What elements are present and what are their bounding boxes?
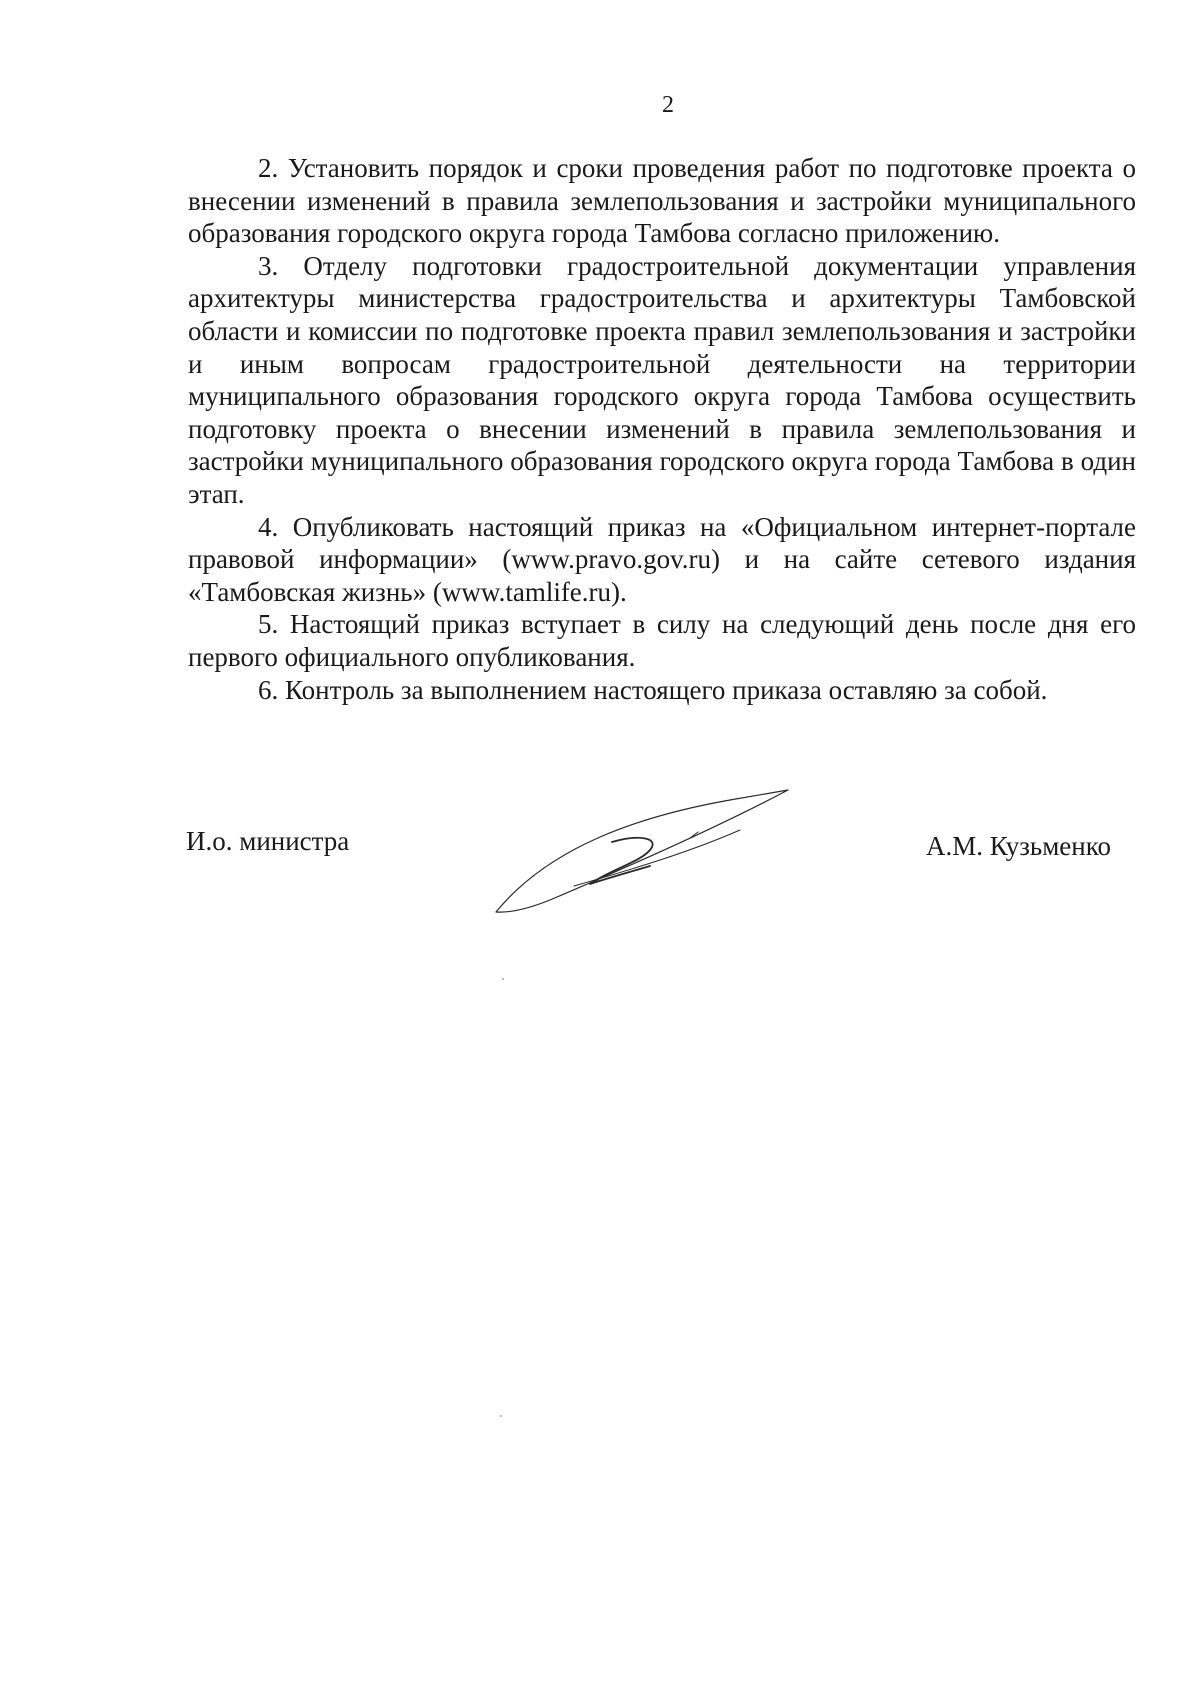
signatory-role: И.о. министра — [186, 826, 350, 856]
document-body — [188, 152, 1136, 706]
paragraph-item-6: 6. Контроль за выполнением настоящего приказа оставляю за собой. — [258, 674, 1048, 705]
handwritten-signature — [490, 786, 800, 916]
paragraph-item-4: 4. Опубликовать настоящий приказ на «Официальном интернет-портале правовой информации» (www.pravo.gov.ru) и на сайте сетевого издания «Тамбовская жизнь» (www.tamlife.ru). — [188, 511, 1136, 607]
signature-stroke-loop — [590, 838, 653, 884]
scan-speck — [500, 1415, 502, 1417]
signature-stroke-outer — [496, 790, 788, 912]
paragraph-item-5: 5. Настоящий приказ вступает в силу на следующий день после дня его первого официального опубликования. — [188, 609, 1136, 672]
scan-speck — [502, 978, 504, 980]
paragraph-item-3: 3. Отделу подготовки градостроительной документации управления архитектуры министерства градостроительства и архитектуры Тамбовской области и комиссии по подготовке проекта правил землепользования и застройки и иным вопросам градостроительной деятельности на территории муниципального образования городского округа города Тамбова осуществить подготовку проекта о внесении изменений в правила землепользования и застройки муниципального образования городского округа города Тамбова в один этап. — [188, 250, 1136, 509]
page-number: 2 — [662, 92, 674, 118]
signatory-name: А.М. Кузьменко — [926, 831, 1111, 861]
paragraph-item-2: 2. Установить порядок и сроки проведения работ по подготовке проекта о внесении изменений в правила землепользования и застройки муниципального образования городского округа города Тамбова согласно приложению. — [188, 153, 1136, 249]
